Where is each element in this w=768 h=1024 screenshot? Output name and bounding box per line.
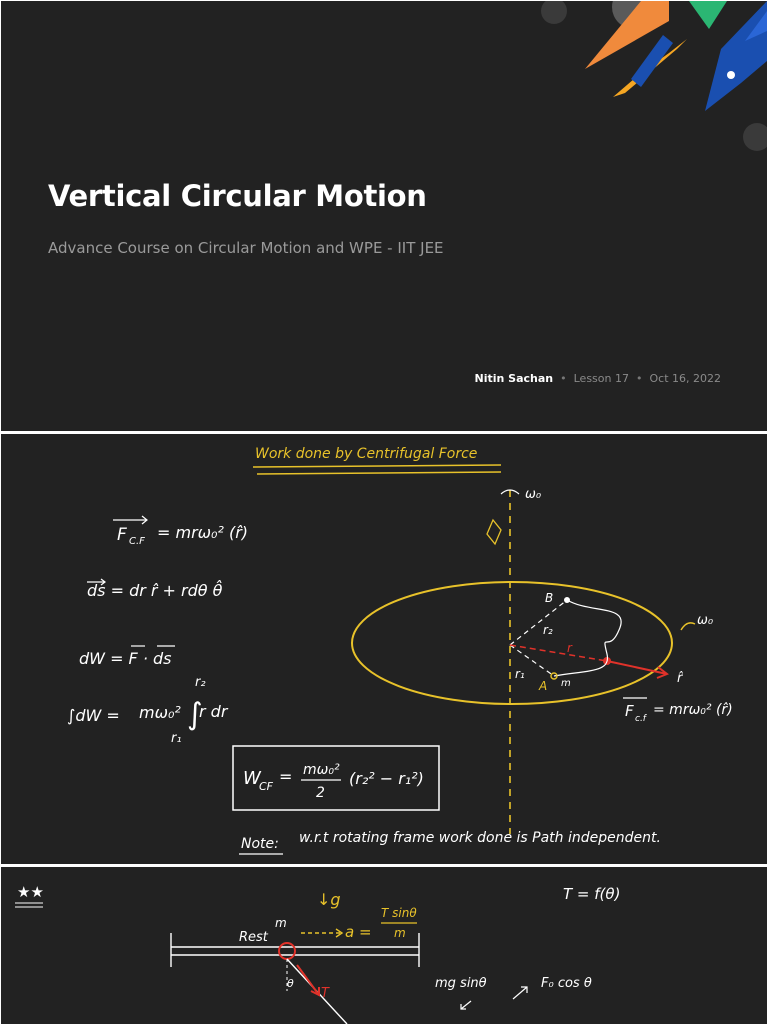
course-subtitle: Advance Course on Circular Motion and WPE - IIT JEE [48, 239, 444, 257]
heading-underline [253, 465, 501, 467]
tension-arrow [297, 965, 319, 995]
leaf-icon [689, 1, 727, 29]
separator-dot: • [560, 372, 567, 385]
rest-label: Rest [239, 930, 268, 945]
handwritten-notes [1, 434, 767, 864]
heading-underline [257, 472, 501, 474]
rocket-body-icon [631, 35, 673, 87]
diagram-equation: = mrω₀² (r̂) [653, 702, 733, 718]
label-b: B [545, 591, 554, 605]
separator-dot: • [636, 372, 643, 385]
fcf-equation: = mrω₀² (r̂) [157, 523, 249, 542]
mass-label: m [275, 916, 287, 930]
fcf-subscript: C.F [129, 536, 145, 547]
diagram-f-sub: c.f [635, 714, 646, 724]
tension-label: T [321, 986, 329, 1001]
radius-r2 [510, 600, 567, 645]
observer-icon [487, 520, 501, 544]
lesson-meta [475, 372, 722, 385]
wcf-symbol: W [243, 768, 261, 789]
integral-lhs: ∫dW = [67, 706, 120, 725]
accel-denominator: m [394, 926, 406, 940]
wcf-numerator: mω₀² [303, 762, 340, 778]
tension-function: T = f(θ) [563, 885, 621, 903]
notes-heading: Work done by Centrifugal Force [255, 446, 478, 462]
label-r1: r₁ [515, 667, 525, 681]
wcf-parenthesis: (r₂² − r₁²) [349, 769, 424, 788]
radius-r [510, 645, 607, 661]
label-m: m [561, 678, 571, 689]
accel-label: a = [345, 923, 372, 941]
title-slide [1, 1, 767, 431]
handwritten-notes-2 [1, 867, 767, 1024]
wcf-subscript: CF [259, 780, 274, 793]
note-label: Note: [241, 836, 279, 852]
ring-bead [279, 943, 295, 959]
theta-label: θ [287, 977, 294, 990]
lesson-date: Oct 16, 2022 [649, 372, 721, 385]
fcf-symbol: F [117, 525, 127, 545]
point-b [564, 597, 570, 603]
accel-numerator: T sinθ [381, 906, 417, 920]
integral-integrand: r dr [199, 702, 228, 721]
label-rhat: r̂ [677, 671, 683, 686]
wcf-denominator: 2 [316, 785, 325, 801]
ds-equation: ds = dr r̂ + rdθ θ̂ [87, 581, 223, 600]
disc-omega: ω₀ [697, 613, 714, 628]
integral-coefficient: mω₀² [139, 703, 181, 722]
gravity-label: ↓g [317, 890, 341, 909]
lesson-title: Vertical Circular Motion [48, 179, 427, 213]
wcf-equals: = [279, 767, 293, 786]
disc-rotation-icon [681, 623, 695, 630]
decorative-art [1, 1, 767, 431]
decor-circle-icon [541, 1, 567, 24]
integral-sign: ∫ [187, 697, 203, 732]
axis-omega: ω₀ [525, 487, 542, 502]
author-name: Nitin Sachan [474, 372, 554, 385]
notes-slide-centrifugal-work [1, 434, 767, 864]
importance-stars: ★★ [17, 883, 44, 901]
label-r2: r₂ [543, 623, 553, 637]
label-a: A [539, 679, 548, 693]
f0-cos-label: F₀ cos θ [541, 976, 592, 991]
dw-equation: dW = F · ds [79, 649, 172, 668]
note-text: w.r.t rotating frame work done is Path independent. [299, 830, 661, 846]
label-r: r [567, 641, 572, 655]
notes-slide-pendulum [1, 867, 767, 1024]
mg-sin-label: mg sinθ [435, 976, 487, 991]
integral-upper-limit: r₂ [195, 675, 206, 690]
path-curve [554, 600, 621, 676]
nib-hole-icon [727, 71, 735, 79]
lesson-number: Lesson 17 [573, 372, 629, 385]
integral-lower-limit: r₁ [171, 731, 182, 746]
diagram-f: F [625, 702, 634, 720]
decor-circle-icon [743, 123, 767, 151]
